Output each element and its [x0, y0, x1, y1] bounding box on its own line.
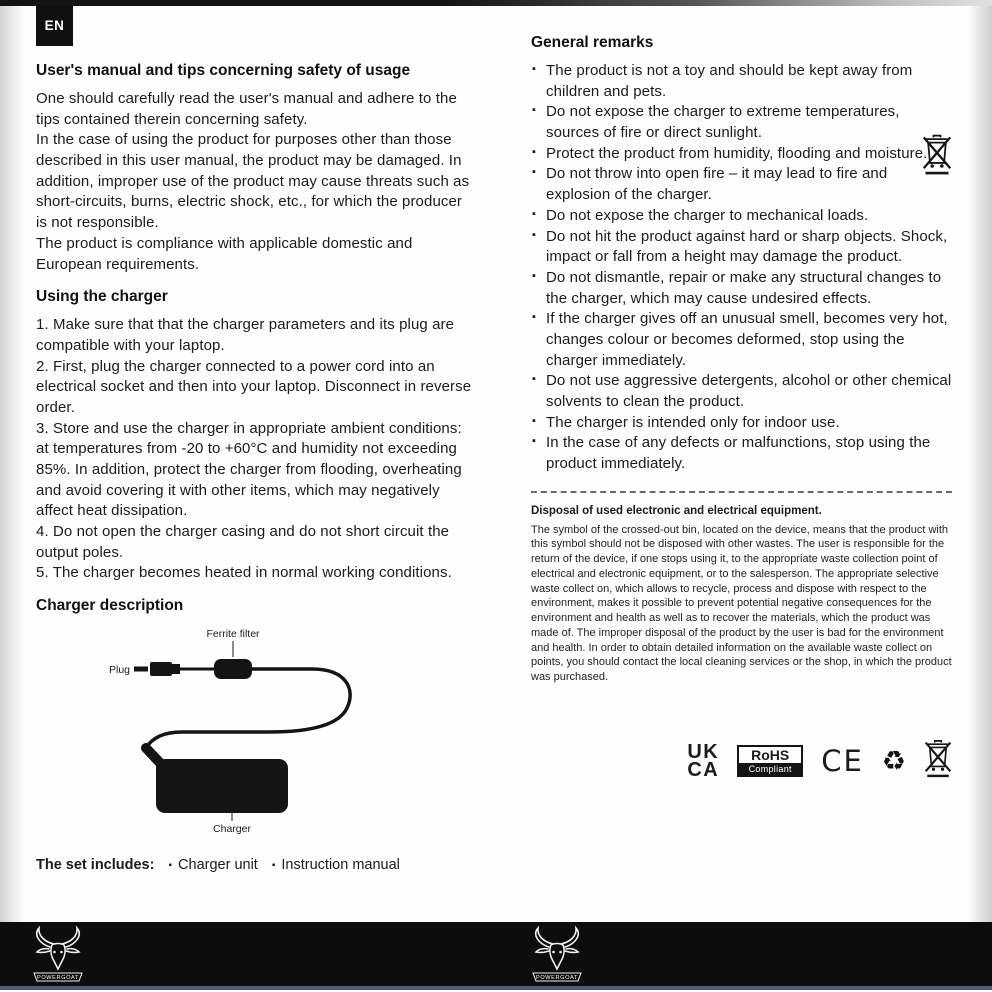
charger-description-title: Charger description	[36, 597, 184, 615]
step-item: 4. Do not open the charger casing and do not short circuit the output poles.	[36, 523, 450, 561]
rohs-mark	[737, 745, 803, 777]
powergoat-logo	[28, 925, 88, 992]
ce-mark: CE	[821, 744, 864, 779]
rohs-label: RoHS	[751, 747, 790, 764]
ukca-line1: UK	[687, 740, 720, 763]
diagram-plug-label: Plug	[108, 664, 130, 677]
usage-title: User's manual and tips concerning safety of usage	[36, 62, 411, 79]
language-badge	[36, 5, 73, 46]
disposal-title: Disposal of used electronic and electrical equipment.	[531, 504, 822, 517]
dashed-divider	[531, 491, 952, 493]
remark-item: ▪ Protect the product from humidity, flooding and moisture.	[531, 144, 952, 165]
usage-paragraph: The product is compliance with applicable domestic and European requirements.	[36, 234, 413, 273]
remark-item: ▪ Do not use aggressive detergents, alcohol or other chemical solvents to clean the product.	[531, 371, 952, 412]
right-column	[531, 34, 952, 784]
weee-bin-icon	[922, 134, 952, 181]
recycling-icon: ♻	[881, 745, 906, 777]
step-item: 1. Make sure that that the charger parameters and its plug are compatible with your laptop.	[36, 316, 455, 354]
step-item: 3. Store and use the charger in appropriate ambient conditions: at temperatures from -20 to +60°C and humidity not exceeding 85%. In addition, protect the charger from flooding, overheating and avoid covering it with other items, which may negatively affect heat dissipation.	[36, 419, 462, 520]
remark-item: ▪ Do not throw into open fire – it may lead to fire and explosion of the charger.	[531, 164, 952, 205]
diagram-ferrite-label: Ferrite filter	[206, 628, 260, 641]
goat-head-icon	[37, 928, 79, 969]
top-edge-bar	[0, 0, 992, 6]
general-remarks-title: General remarks	[531, 34, 654, 51]
step-item: 5. The charger becomes heated in normal working conditions.	[36, 564, 452, 582]
using-charger-title: Using the charger	[36, 288, 168, 306]
scan-edge-right	[968, 0, 992, 922]
usage-paragraph: In the case of using the product for purposes other than those described in this user manual, the product may be damaged. In addition, improper use of the product may cause threats such as short-circuits, burns, electric shock, etc., for which the producer is not responsible.	[36, 131, 470, 232]
footer-accent-strip	[0, 986, 992, 990]
goat-head-icon	[536, 928, 578, 969]
charger-diagram	[64, 624, 472, 841]
general-remarks-list	[531, 61, 952, 475]
weee-bin-icon	[924, 739, 952, 784]
remark-item: ▪ Do not dismantle, repair or make any structural changes to the charger, which may cause undesired effects.	[531, 268, 952, 309]
step-item: 2. First, plug the charger connected to a power cord into an electrical socket and then into your laptop. Disconnect in reverse order.	[36, 357, 472, 416]
ferrite-filter-icon	[214, 659, 252, 679]
powergoat-logo	[527, 925, 587, 992]
left-column	[36, 62, 472, 873]
language-label: EN	[44, 18, 65, 33]
set-includes-label: The set includes:	[36, 857, 155, 874]
cable	[146, 669, 350, 748]
rohs-compliant-label: Compliant	[739, 763, 801, 775]
remark-item: ▪ Do not hit the product against hard or sharp objects. Shock, impact or fall from a height may damage the product.	[531, 227, 952, 268]
usage-paragraph: One should carefully read the user's manual and adhere to the tips contained therein concerning safety.	[36, 90, 457, 128]
remark-item: ▪ Do not expose the charger to extreme temperatures, sources of fire or direct sunlight.	[531, 102, 952, 143]
remark-item: ▪ In the case of any defects or malfunctions, stop using the product immediately.	[531, 433, 952, 474]
remark-item: ▪ The product is not a toy and should be kept away from children and pets.	[531, 61, 952, 102]
remark-item: ▪ If the charger gives off an unusual smell, becomes very hot, changes colour or becomes deformed, stop using the charger immediately.	[531, 309, 952, 371]
set-includes	[36, 857, 472, 873]
plug-icon	[150, 662, 180, 676]
brand-name: POWERGOAT	[536, 975, 578, 981]
diagram-charger-label: Charger	[213, 823, 251, 836]
brand-name: POWERGOAT	[37, 975, 79, 981]
compliance-marks	[531, 739, 952, 784]
charger-brick	[156, 759, 288, 813]
disposal-text: The symbol of the crossed-out bin, located on the device, means that the product with this symbol should not be disposed with other wastes. The user is responsible for the return of the device, if one stops using it, to the appropriate waste collection point of electrical and electronic equipment, or to the salesperson. The appropriate selective waste collect on, which allows to recycle, process and dispose with respect to the environment, makes it possible to prevent potential negative consequences for the environment and health as well as to recover the materials, which the product was made of. The improper disposal of the product by the user is bad for the environment and health. In order to obtain detailed information on the available waste collect on points, you should contact the local cleaning services or the shop, in which the product was purchased.	[531, 523, 952, 684]
charger-diagram-drawing	[64, 624, 404, 836]
remark-item: ▪ The charger is intended only for indoor use.	[531, 413, 952, 434]
footer-bar	[0, 922, 992, 990]
ukca-mark	[687, 740, 720, 782]
remark-item: ▪ Do not expose the charger to mechanical loads.	[531, 206, 952, 227]
scan-edge-left	[0, 0, 24, 922]
ukca-line2: CA	[687, 759, 720, 782]
set-item: ▪ Instruction manual	[272, 857, 400, 873]
set-item: ▪ Charger unit	[168, 857, 257, 873]
